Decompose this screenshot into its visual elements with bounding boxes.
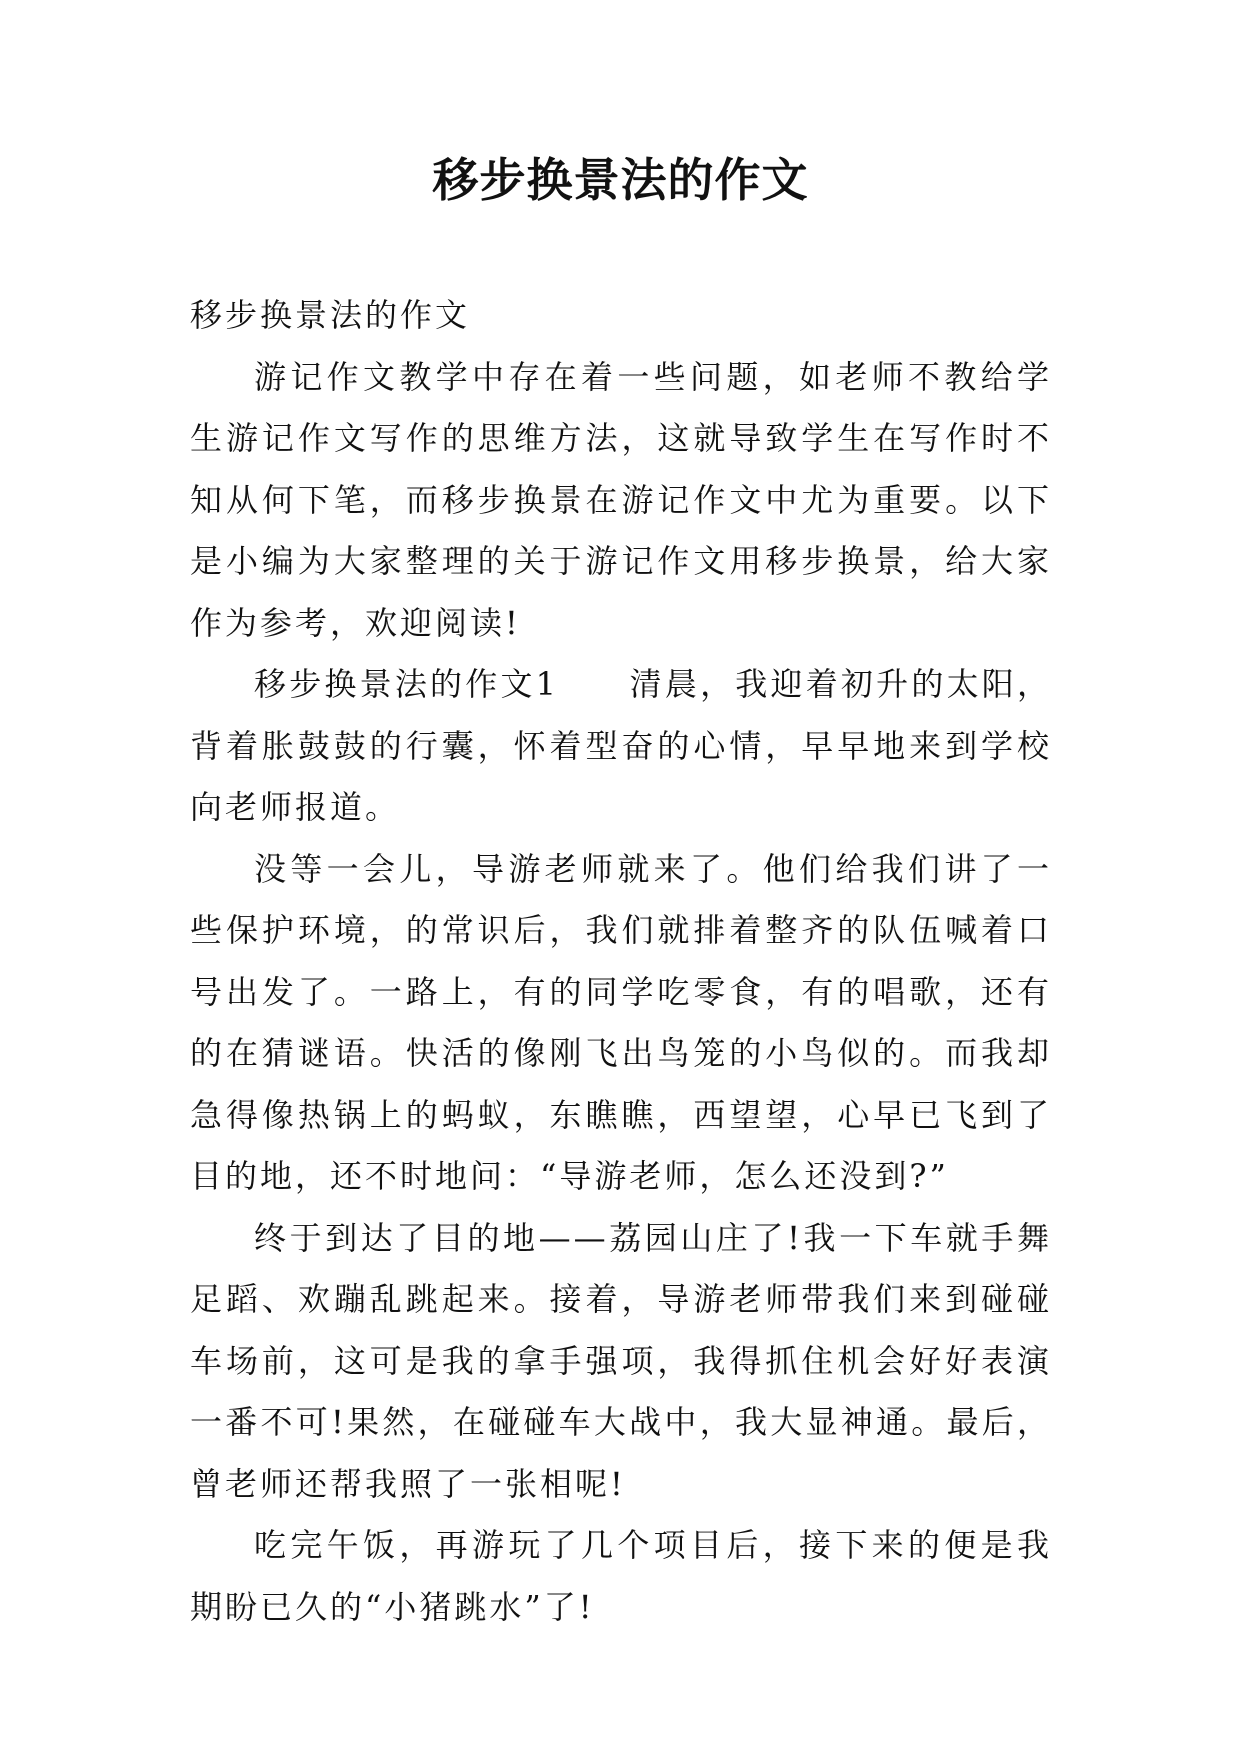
paragraph-journey: 没等一会儿，导游老师就来了。他们给我们讲了一些保护环境，的常识后，我们就排着整齐的队伍喊着口号出发了。一路上，有的同学吃零食，有的唱歌，还有的在猜谜语。快活的像刚飞出鸟笼的小鸟似的。而我却急得像热锅上的蚂蚁，东瞧瞧，西望望，心早已飞到了目的地，还不时地问：“导游老师，怎么还没到?” bbox=[190, 849, 1052, 1195]
paragraph-arrival: 终于到达了目的地——荔园山庄了!我一下车就手舞足蹈、欢蹦乱跳起来。接着，导游老师带我们来到碰碰车场前，这可是我的拿手强项，我得抓住机会好好表演一番不可!果然，在碰碰车大战中，我大显神通。最后，曾老师还帮我照了一张相呢! bbox=[190, 1218, 1052, 1503]
document-body bbox=[190, 285, 1052, 1638]
document-title: 移步换景法的作文 bbox=[432, 153, 809, 207]
document-subtitle: 移步换景法的作文 bbox=[190, 296, 471, 334]
paragraph-intro: 游记作文教学中存在着一些问题，如老师不教给学生游记作文写作的思维方法，这就导致学生在写作时不知从何下笔，而移步换景在游记作文中尤为重要。以下是小编为大家整理的关于游记作文用移步换景，给大家作为参考，欢迎阅读! bbox=[190, 357, 1052, 642]
paragraph-essay-1-opening: 移步换景法的作文1 清晨，我迎着初升的太阳，背着胀鼓鼓的行囊，怀着型奋的心情，早早地来到学校向老师报道。 bbox=[190, 665, 1052, 826]
paragraph-afternoon: 吃完午饭，再游玩了几个项目后，接下来的便是我期盼已久的“小猪跳水”了! bbox=[190, 1526, 1052, 1626]
